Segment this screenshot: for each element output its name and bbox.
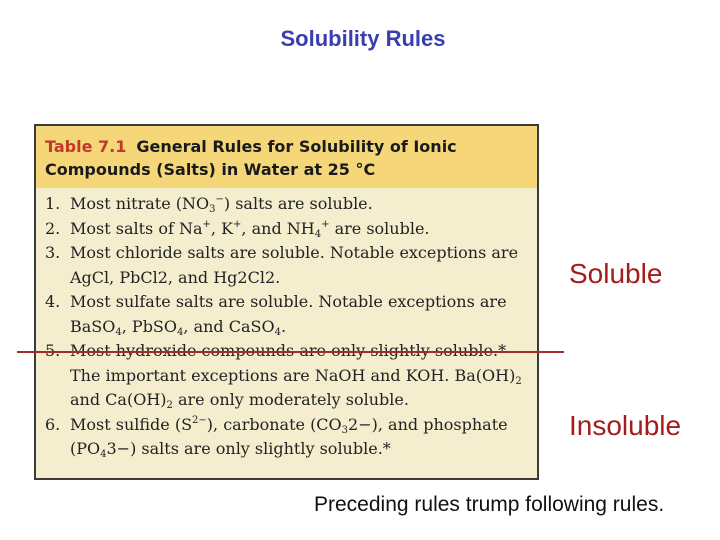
rule-text: Most sulfide $(S^{2-})$, carbonate $(CO_32-)$, and phosphate $(PO_43-)$ salts are only slightly soluble.*	[70, 414, 508, 460]
rule-text: Most chloride salts are soluble. Notable exceptions are AgCl, PbCl2, and Hg2Cl2.	[70, 243, 519, 287]
rule-number: 6.	[45, 414, 61, 434]
rule-number: 2.	[45, 218, 61, 238]
soluble-label: Soluble	[569, 258, 663, 289]
rule-1	[36, 192, 537, 217]
rule-6	[36, 413, 537, 462]
rule-text: Most hydroxide compounds are only slightly soluble.* The important exceptions are NaOH and KOH. $Ba(OH)_2$ and $Ca(OH)_2$ are only moderately soluble.	[70, 341, 522, 411]
table-title-line-1: General Rules for Solubility of Ionic	[136, 137, 457, 156]
rule-text: Most sulfate salts are soluble. Notable exceptions are BaSO$_4$, PbSO$_4$, and CaSO$_4$.	[70, 292, 507, 338]
rule-2	[36, 217, 537, 242]
rule-number: 3.	[45, 243, 61, 262]
footnote: Preceding rules trump following rules.	[314, 493, 665, 516]
slide-title: Solubility Rules	[280, 26, 446, 51]
table-header	[36, 126, 537, 188]
insoluble-label: Insoluble	[569, 410, 682, 441]
rules-list	[36, 188, 537, 462]
rule-number: 5.	[45, 341, 61, 360]
rule-text: Most salts of Na+, K+, and $NH_4^+$ are soluble.	[70, 218, 430, 240]
solubility-rules-table	[34, 124, 539, 480]
soluble-insoluble-divider-line	[17, 351, 564, 353]
rule-number: 4.	[45, 292, 61, 311]
rule-number: 1.	[45, 194, 61, 213]
rule-4	[36, 290, 537, 339]
rule-text: Most nitrate $(NO_3^-)$ salts are soluble.	[70, 194, 373, 215]
table-number: Table 7.1	[45, 137, 127, 156]
table-title-line-2: Compounds (Salts) in Water at 25 °C	[45, 160, 376, 179]
rule-3	[36, 241, 537, 290]
